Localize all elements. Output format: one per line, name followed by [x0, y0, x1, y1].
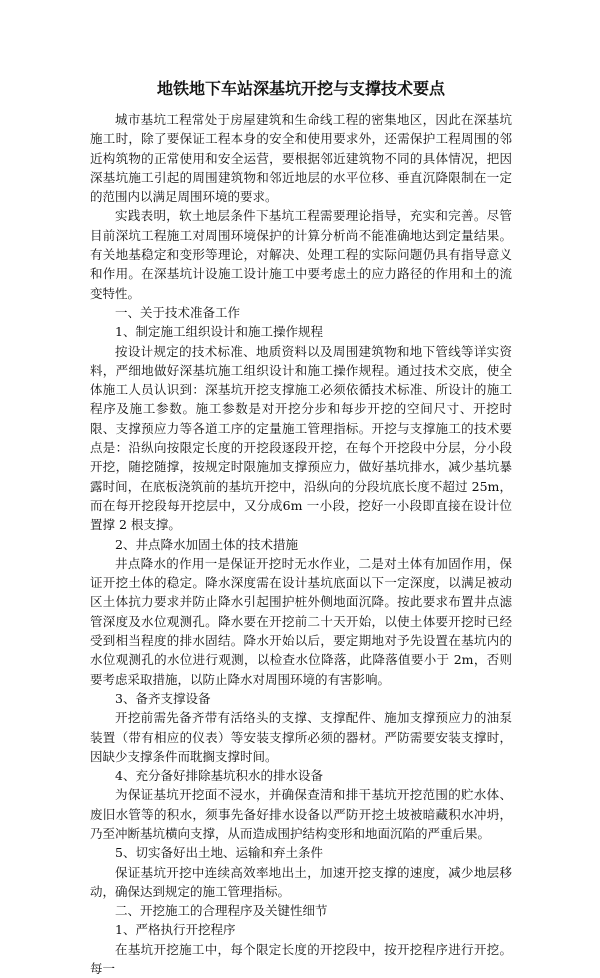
- body-paragraph: 为保证基坑开挖面不浸水，并确保查清和排干基坑开挖范围的贮水体、废旧水管等的积水，须事先备好排水设备以严防开挖土坡被暗藏积水冲坍，乃至冲断基坑横向支撑，从而造成围护结构变形和地面沉陷的严重后果。: [90, 787, 512, 841]
- body-paragraph: 城市基坑工程常处于房屋建筑和生命线工程的密集地区，因此在深基坑施工时，除了要保证工程本身的安全和使用要求外，还需保护工程周围的邻近构筑物的正常使用和安全运营，要根据邻近建筑物不同的具体情况，把因深基坑施工引起的周围建筑物和邻近地层的水平位移、垂直沉降限制在一定的范围内以满足周围环境的要求。: [90, 112, 512, 205]
- section-heading: 4、充分备好排除基坑积水的排水设备: [115, 768, 323, 784]
- section-heading: 5、切实备好出土地、运输和弃土条件: [115, 845, 323, 861]
- body-paragraph: 井点降水的作用一是保证开挖时无水作业，二是对土体有加固作用，保证开挖土体的稳定。降水深度需在设计基坑底面以下一定深度，以满足被动区土体抗力要求并防止降水引起围护桩外侧地面沉降。按此要求布置井点滤管深度及水位观测孔。降水要在开挖前二十天开始，以使土体要开挖时已经受到相当程度的排水固结。降水开始以后，要定期地对予先设置在基坑内的水位观测孔的水位进行观测，以检查水位降落，此降落值要小于 2m，否则要考虑采取措施，以防止降水对周围环境的有害影响。: [90, 555, 512, 687]
- body-paragraph: 开挖前需先备齐带有活络头的支撑、支撑配件、施加支撑预应力的油泵装置（带有相应的仪表）等安装支撑所必须的器材。严防需要安装支撑时，因缺少支撑条件而耽搁支撑时间。: [90, 710, 512, 764]
- body-paragraph: 按设计规定的技术标准、地质资料以及周围建筑物和地下管线等详实资料，严细地做好深基坑施工组织设计和施工操作规程。通过技术交底，使全体施工人员认识到：深基坑开挖支撑施工必须依循技术标准、所设计的施工程序及施工参数。施工参数是对开挖分步和每步开挖的空间尺寸、开挖时限、支撑预应力等各道工序的定量施工管理指标。开挖与支撑施工的技术要点是：沿纵向按限定长度的开挖段逐段开挖，在每个开挖段中分层，分小段开挖，随挖随撑，按规定时限施加支撑预应力，做好基坑排水，减少基坑暴露时间，在底板浇筑前的基坑开挖中，沿纵向的分段坑底长度不超过 25m，而在每开挖段每开挖层中，又分成6m 一小段，挖好一小段即直接在设计位置撑 2 根支撑。: [90, 343, 512, 533]
- section-heading: 1、严格执行开挖程序: [115, 922, 236, 938]
- body-paragraph: 在基坑开挖施工中，每个限定长度的开挖段中，按开挖程序进行开挖。每一: [90, 941, 512, 977]
- body-paragraph: 实践表明，软土地层条件下基坑工程需要理论指导，充实和完善。尽管目前深坑工程施工对周围环境保护的计算分析尚不能准确地达到定量结果。有关地基稳定和变形等理论，对解决、处理工程的实际问题仍具有指导意义和作用。在深基坑计设施工设计施工中要考虑土的应力路径的作用和土的流变特性。: [90, 208, 512, 301]
- section-heading: 2、井点降水加固土体的技术措施: [115, 536, 298, 552]
- document-title: 地铁地下车站深基坑开挖与支撑技术要点: [156, 79, 445, 98]
- document-body: [90, 110, 512, 978]
- section-heading: 一、关于技术准备工作: [115, 304, 241, 320]
- body-paragraph: 保证基坑开挖中连续高效率地出土，加速开挖支撑的速度，减少地层移动，确保达到规定的施工管理指标。: [90, 864, 512, 899]
- section-heading: 3、备齐支撑设备: [115, 690, 211, 706]
- section-heading: 二、开挖施工的合理程序及关键性细节: [115, 903, 328, 919]
- section-heading: 1、制定施工组织设计和施工操作规程: [115, 324, 323, 340]
